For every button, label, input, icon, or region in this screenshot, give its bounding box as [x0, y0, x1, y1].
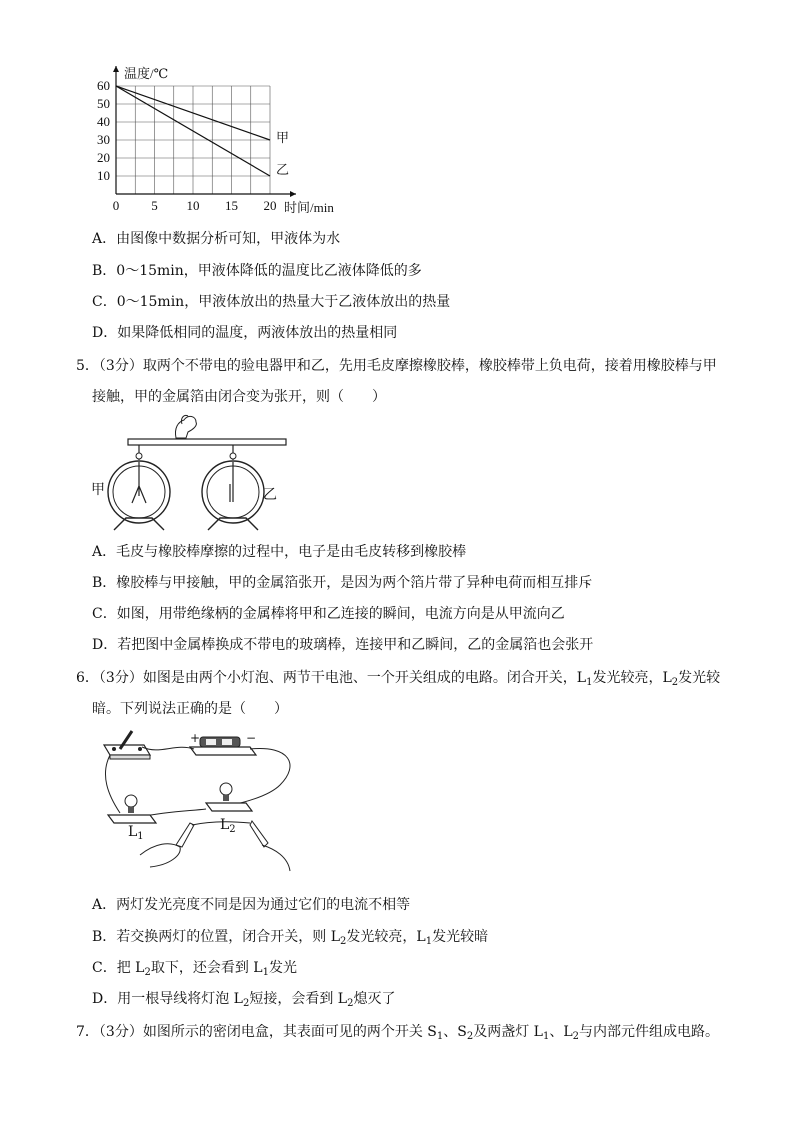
y-tick-label: 20	[97, 150, 110, 165]
q4-option-d: D．如果降低相同的温度，两液体放出的热量相同	[92, 325, 398, 341]
x-axis-label: 时间/min	[284, 200, 334, 215]
electroscope-label-right: 乙	[263, 487, 277, 503]
q6-option-a: A．两灯发光亮度不同是因为通过它们的电流不相等	[92, 897, 411, 913]
bulb-l1-icon	[108, 795, 156, 823]
q6-option-c: C．把 $L_2$取下，还会看到 $L_1$发光	[92, 960, 297, 978]
clip-left-icon	[140, 823, 194, 867]
q7-stem-line1: 7．（3分）如图所示的密闭电盒，其表面可见的两个开关 $S_1$、$S_2$及两盏灯 $L_1$、$L_2$与内部元件组成电路。	[76, 1024, 719, 1042]
q5-option-a: A．毛皮与橡胶棒摩擦的过程中，电子是由毛皮转移到橡胶棒	[92, 544, 467, 560]
x-tick-label: 0	[112, 198, 120, 213]
metal-rod	[128, 439, 286, 445]
q4-option-c: C．0～15min，甲液体放出的热量大于乙液体放出的热量	[92, 294, 451, 310]
series-label-1: 乙	[276, 162, 290, 177]
hand-icon	[175, 416, 196, 438]
q6-option-b: B．若交换两灯的位置，闭合开关，则 $L_2$发光较亮，$L_1$发光较暗	[92, 929, 489, 947]
electroscope-right	[202, 445, 264, 530]
chart-series	[116, 86, 289, 177]
y-tick-label: 60	[97, 78, 110, 93]
electroscope-left	[108, 445, 170, 530]
q5-option-b: B．橡胶棒与甲接触，甲的金属箔张开，是因为两个箔片带了异种电荷而相互排斥	[92, 575, 593, 591]
y-tick-label: 40	[97, 114, 110, 129]
circuit-figure	[100, 725, 300, 875]
series-label-0: 甲	[276, 130, 290, 145]
chart-grid	[113, 66, 296, 197]
bulb-l2-icon	[206, 783, 252, 811]
bulb-l2-label: $L_2$	[220, 817, 236, 835]
q6-stem-line2: 暗。下列说法正确的是（ ）	[92, 701, 288, 717]
q6-option-d: D．用一根导线将灯泡 $L_2$短接，会看到 $L_2$熄灭了	[92, 991, 396, 1009]
x-tick-label: 10	[186, 198, 200, 213]
battery-plus-label: +	[190, 731, 201, 745]
y-tick-label: 10	[97, 168, 110, 183]
x-tick-label: 15	[225, 198, 238, 213]
electroscope-label-left: 甲	[91, 482, 105, 498]
bulb-l1-label: $L_1$	[128, 824, 144, 842]
y-tick-label: 50	[97, 96, 110, 111]
q5-option-c: C．如图，用带绝缘柄的金属棒将甲和乙连接的瞬间，电流方向是从甲流向乙	[92, 606, 565, 622]
q4-option-b: B．0～15min，甲液体降低的温度比乙液体降低的多	[92, 263, 422, 279]
chart-ticks	[97, 78, 277, 213]
q5-option-d: D．若把图中金属棒换成不带电的玻璃棒，连接甲和乙瞬间，乙的金属箔也会张开	[92, 637, 594, 653]
q5-stem-line2: 接触，甲的金属箔由闭合变为张开，则（ ）	[92, 389, 386, 405]
clip-right-icon	[250, 821, 290, 871]
q6-stem-line1: 6．（3分）如图是由两个小灯泡、两节干电池、一个开关组成的电路。闭合开关，$L_1$发光较亮，$L_2$发光较	[76, 670, 721, 688]
q5-stem-line1: 5．（3分）取两个不带电的验电器甲和乙，先用毛皮摩擦橡胶棒，橡胶棒带上负电荷，接着用橡胶棒与甲	[76, 358, 717, 374]
electroscope-figure	[88, 410, 288, 535]
battery-minus-label: −	[246, 731, 257, 745]
x-axis-arrow	[290, 191, 296, 197]
x-tick-label: 5	[151, 198, 158, 213]
y-axis-arrow	[113, 66, 119, 72]
x-tick-label: 20	[263, 198, 277, 213]
y-axis-label: 温度/℃	[124, 66, 169, 81]
temperature-time-chart	[80, 58, 360, 218]
y-tick-label: 30	[97, 132, 110, 147]
switch-icon	[104, 731, 150, 759]
q4-option-a: A．由图像中数据分析可知，甲液体为水	[92, 231, 341, 247]
